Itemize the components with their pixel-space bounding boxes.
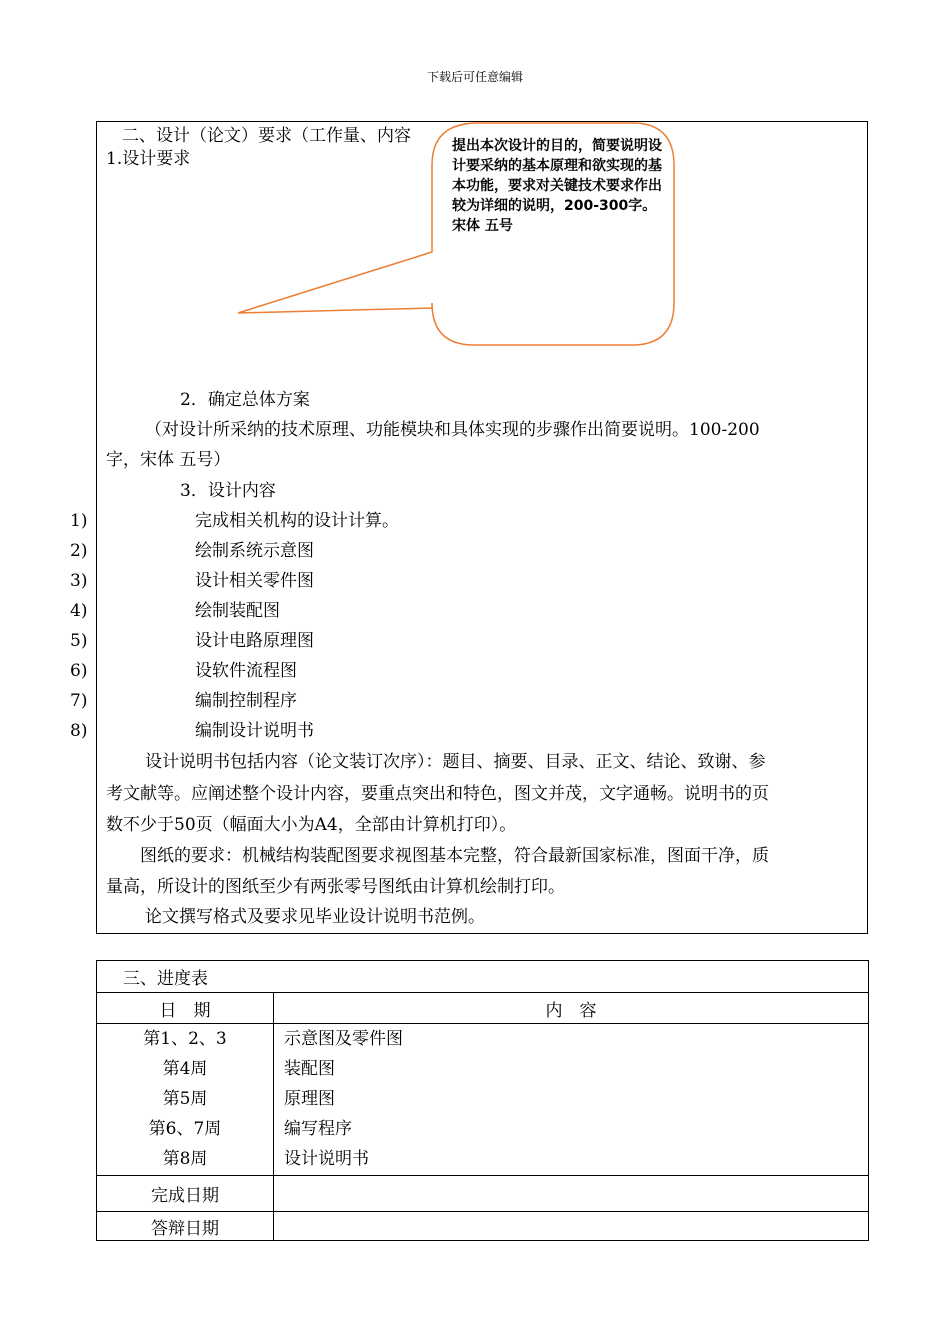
list-item-number: 8) xyxy=(70,721,88,741)
schedule-content: 装配图 xyxy=(284,1059,335,1079)
page-header: 下载后可任意编辑 xyxy=(426,70,523,84)
list-item: 编制控制程序 xyxy=(195,691,297,711)
section2-title: 二、设计（论文）要求（工作量、内容 xyxy=(122,126,411,146)
list-item: 绘制装配图 xyxy=(195,601,280,621)
list-item: 绘制系统示意图 xyxy=(195,541,314,561)
schedule-date: 第8周 xyxy=(162,1149,208,1169)
overall-plan-heading: 2．确定总体方案 xyxy=(180,390,310,410)
design-requirement-heading: 1.设计要求 xyxy=(106,149,191,169)
schedule-date: 第6、7周 xyxy=(148,1119,222,1139)
design-content-heading: 3．设计内容 xyxy=(180,481,276,501)
defense-date-value xyxy=(274,1212,869,1241)
overall-plan-desc-line1: （对设计所采纳的技术原理、功能模块和具体实现的步骤作出简要说明。100-200 xyxy=(145,420,760,440)
list-item-number: 4) xyxy=(70,601,88,621)
format-note: 论文撰写格式及要求见毕业设计说明书范例。 xyxy=(145,907,485,927)
schedule-content: 示意图及零件图 xyxy=(284,1029,403,1049)
schedule-date: 第1、2、3 xyxy=(143,1029,227,1049)
list-item-number: 3) xyxy=(70,571,88,591)
callout-text: 提出本次设计的目的，简要说明设计要采纳的基本原理和欲实现的基本功能，要求对关键技术要求作出较为详细的说明，200-300字。宋体 五号 xyxy=(452,138,662,234)
overall-plan-desc-line2: 字，宋体 五号） xyxy=(106,450,231,470)
schedule-dates-cell xyxy=(97,1024,274,1176)
finish-date-value xyxy=(274,1176,869,1212)
list-item-number: 1) xyxy=(70,511,88,531)
schedule-content: 设计说明书 xyxy=(284,1149,369,1169)
column-header-date: 日 期 xyxy=(97,993,274,1024)
manual-para-line2: 考文献等。应阐述整个设计内容，要重点突出和特色，图文并茂，文字通畅。说明书的页 xyxy=(106,784,769,804)
column-header-content: 内 容 xyxy=(274,993,869,1024)
schedule-content: 编写程序 xyxy=(284,1119,352,1139)
list-item-number: 6) xyxy=(70,661,88,681)
list-item: 设软件流程图 xyxy=(195,661,297,681)
defense-date-label: 答辩日期 xyxy=(97,1212,274,1241)
list-item-number: 7) xyxy=(70,691,88,711)
schedule-content: 原理图 xyxy=(284,1089,335,1109)
list-item: 完成相关机构的设计计算。 xyxy=(195,511,399,531)
schedule-contents-cell xyxy=(274,1024,869,1176)
schedule-title: 三、进度表 xyxy=(97,961,869,993)
schedule-table xyxy=(96,960,869,1241)
list-item-number: 5) xyxy=(70,631,88,651)
manual-para-line1: 设计说明书包括内容（论文装订次序）：题目、摘要、目录、正文、结论、致谢、参 xyxy=(145,752,766,772)
list-item: 设计相关零件图 xyxy=(195,571,314,591)
drawing-para-line1: 图纸的要求：机械结构装配图要求视图基本完整，符合最新国家标准，图面干净，质 xyxy=(140,846,769,866)
list-item-number: 2) xyxy=(70,541,88,561)
finish-date-label: 完成日期 xyxy=(97,1176,274,1212)
list-item: 编制设计说明书 xyxy=(195,721,314,741)
list-item: 设计电路原理图 xyxy=(195,631,314,651)
manual-para-line3: 数不少于50页（幅面大小为A4，全部由计算机打印）。 xyxy=(106,815,517,835)
drawing-para-line2: 量高，所设计的图纸至少有两张零号图纸由计算机绘制打印。 xyxy=(106,877,565,897)
schedule-date: 第5周 xyxy=(162,1089,208,1109)
schedule-date: 第4周 xyxy=(162,1059,208,1079)
